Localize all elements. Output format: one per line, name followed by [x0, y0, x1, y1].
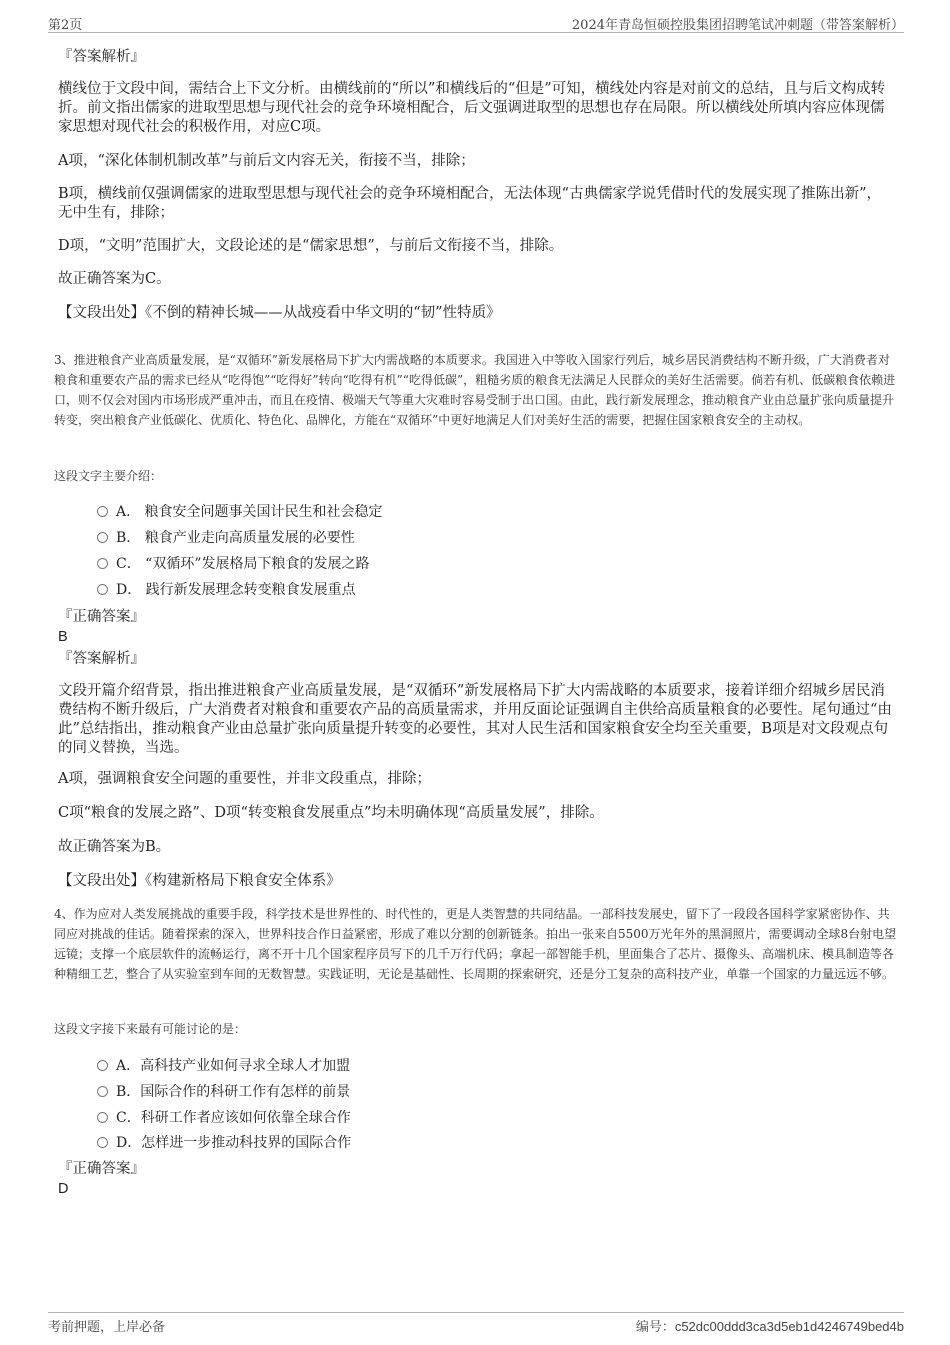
radio-icon[interactable]	[97, 558, 108, 569]
footer-slogan: 考前押题，上岸必备	[48, 1320, 166, 1335]
radio-icon[interactable]	[97, 1137, 108, 1148]
q2-analysis-label: 『答案解析』	[58, 49, 145, 65]
q3-option-a[interactable]: A． 粮食安全问题事关国计民生和社会稳定	[97, 502, 383, 522]
q2-source: 【文段出处】《不倒的精神长城——从战疫看中华文明的“韧”性特质》	[58, 305, 501, 321]
radio-icon[interactable]	[97, 584, 108, 595]
q2-analysis-para4: D项，“文明”范围扩大，文段论述的是“儒家思想”，与前后文衔接不当，排除。	[58, 238, 564, 254]
q3-question: 这段文字主要介绍：	[54, 469, 163, 483]
q3-answer-label: 『正确答案』	[58, 609, 145, 625]
page-header	[48, 12, 904, 33]
q3-analysis-para2: A项，强调粮食安全问题的重要性，并非文段重点，排除；	[58, 771, 431, 787]
q3-option-c[interactable]: C． “双循环”发展格局下粮食的发展之路	[97, 554, 369, 574]
radio-icon[interactable]	[97, 532, 108, 543]
radio-icon[interactable]	[97, 1112, 108, 1123]
q4-answer: D	[58, 1181, 69, 1197]
q4-option-a[interactable]: A．高科技产业如何寻求全球人才加盟	[97, 1056, 350, 1076]
q3-analysis-para1: 文段开篇介绍背景，指出推进粮食产业高质量发展，是“双循环”新发展格局下扩大内需战略的本质要求，接着详细介绍城乡居民消费结构不断升级后，广大消费者对粮食和重要农产品的高质量需求，并用反面论证强调自主供给高质量粮食的必要性。尾句通过“由此”总结指出，推动粮食产业由总量扩张向质量提升转变的必要性，其对人民生活和国家粮食安全均至关重要，B项是对文段观点句的同义替换，当选。	[58, 683, 892, 756]
page-number: 第2页	[48, 18, 83, 33]
q2-analysis-para3: B项，横线前仅强调儒家的进取型思想与现代社会的竞争环境相配合，无法体现“古典儒家学说凭借时代的发展实现了推陈出新”，无中生有，排除；	[58, 186, 881, 221]
radio-icon[interactable]	[97, 506, 108, 517]
radio-icon[interactable]	[97, 1060, 108, 1071]
q4-option-d[interactable]: D．怎样进一步推动科技界的国际合作	[97, 1133, 351, 1153]
q4-question: 这段文字接下来最有可能讨论的是：	[54, 1022, 247, 1036]
q3-source: 【文段出处】《构建新格局下粮食安全体系》	[58, 873, 341, 889]
q3-answer: B	[58, 629, 68, 645]
q2-analysis-para1: 横线位于文段中间，需结合上下文分析。由横线前的“所以”和横线后的“但是”可知，横线处内容是对前文的总结，且与后文构成转折。前文指出儒家的进取型思想与现代社会的竞争环境相配合，后文强调进取型的思想也存在局限。所以横线处所填内容应体现儒家思想对现代社会的积极作用，对应C项。	[58, 81, 886, 135]
q3-option-d[interactable]: D． 践行新发展理念转变粮食发展重点	[97, 580, 356, 600]
q4-option-c[interactable]: C．科研工作者应该如何依靠全球合作	[97, 1108, 351, 1128]
document-code: 编号：c52dc00ddd3ca3d5eb1d4246749bed4b	[635, 1319, 904, 1335]
q2-analysis-para2: A项，“深化体制机制改革”与前后文内容无关，衔接不当，排除；	[58, 153, 475, 169]
q2-conclusion: 故正确答案为C。	[58, 271, 171, 287]
q4-passage: 4、作为应对人类发展挑战的重要手段，科学技术是世界性的、时代性的，更是人类智慧的共同结晶。一部科技发展史，留下了一段段各国科学家紧密协作、共同应对挑战的佳话。随着探索的深入，世界科技合作日益紧密，形成了难以分割的创新链条。拍出一张来自5500万光年外的黑洞照片，需要调动全球8台射电望远镜；支撑一个底层软件的流畅运行，离不开十几个国家程序员写下的几千万行代码；拿起一部智能手机，里面集合了芯片、摄像头、高端机床、模具制造等各种精细工艺，整合了从实验室到车间的无数智慧。实践证明，无论是基础性、长周期的探索研究，还是分工复杂的高科技产业，单靠一个国家的力量远远不够。	[54, 907, 897, 981]
document-title: 2024年青岛恒硕控股集团招聘笔试冲刺题（带答案解析）	[571, 18, 904, 33]
q3-passage: 3、推进粮食产业高质量发展，是“双循环”新发展格局下扩大内需战略的本质要求。我国进入中等收入国家行列后，城乡居民消费结构不断升级，广大消费者对粮食和重要农产品的需求已经从“吃得饱”“吃得好”转向“吃得有机”“吃得低碳”，粗糙劣质的粮食无法满足人民群众的美好生活需要。倘若有机、低碳粮食依赖进口，则不仅会对国内市场形成严重冲击，而且在疫情、极端天气等重大灾难时容易受制于出口国。由此，践行新发展理念，推动粮食产业由总量扩张向质量提升转变，突出粮食产业低碳化、优质化、特色化、品牌化，方能在“双循环”中更好地满足人们对美好生活的需要，把握住国家粮食安全的主动权。	[54, 353, 896, 427]
radio-icon[interactable]	[97, 1086, 108, 1097]
q3-analysis-para3: C项“粮食的发展之路”、D项“转变粮食发展重点”均未明确体现“高质量发展”，排除。	[58, 805, 604, 821]
q3-option-b[interactable]: B． 粮食产业走向高质量发展的必要性	[97, 528, 355, 548]
q3-analysis-label: 『答案解析』	[58, 651, 145, 667]
q3-conclusion: 故正确答案为B。	[58, 839, 171, 855]
page-footer	[48, 1312, 904, 1337]
q4-option-b[interactable]: B．国际合作的科研工作有怎样的前景	[97, 1082, 350, 1102]
q4-answer-label: 『正确答案』	[58, 1161, 145, 1177]
